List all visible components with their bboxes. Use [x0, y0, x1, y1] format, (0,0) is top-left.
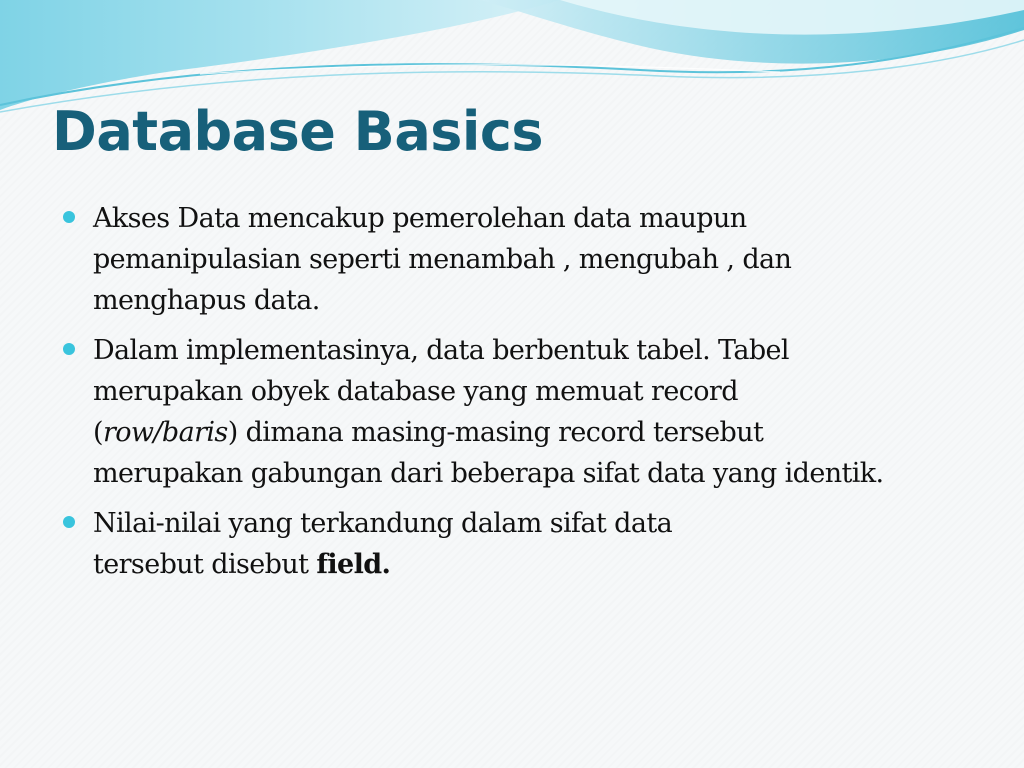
bold-term: field.	[316, 549, 391, 580]
bullet-text-line: Akses Data mencakup pemerolehan data maupun	[93, 203, 747, 234]
italic-term: row/baris	[102, 417, 228, 448]
bullet-text-line	[93, 412, 1002, 453]
bullet-list	[62, 198, 1002, 594]
bullet-item	[62, 330, 1002, 494]
bullet-dot-icon	[63, 343, 75, 355]
bullet-text-line	[93, 544, 1002, 585]
text-fragment: ) dimana masing-masing record tersebut	[227, 417, 764, 448]
bullet-dot-icon	[63, 516, 75, 528]
bullet-dot-icon	[63, 211, 75, 223]
slide-title: Database Basics	[52, 100, 544, 163]
bullet-item	[62, 198, 1002, 321]
bullet-text-line: merupakan gabungan dari beberapa sifat data yang identik.	[93, 458, 884, 489]
bullet-text-line: pemanipulasian seperti menambah , mengubah , dan	[93, 244, 792, 275]
bullet-text-line: Nilai-nilai yang terkandung dalam sifat data	[93, 508, 673, 539]
bullet-text-line: merupakan obyek database yang memuat record	[93, 376, 738, 407]
text-fragment: tersebut disebut	[93, 549, 317, 580]
text-fragment: (	[93, 417, 103, 448]
bullet-text-line: Dalam implementasinya, data berbentuk tabel. Tabel	[93, 335, 789, 366]
bullet-item	[62, 503, 1002, 585]
bullet-text-line: menghapus data.	[93, 285, 320, 316]
